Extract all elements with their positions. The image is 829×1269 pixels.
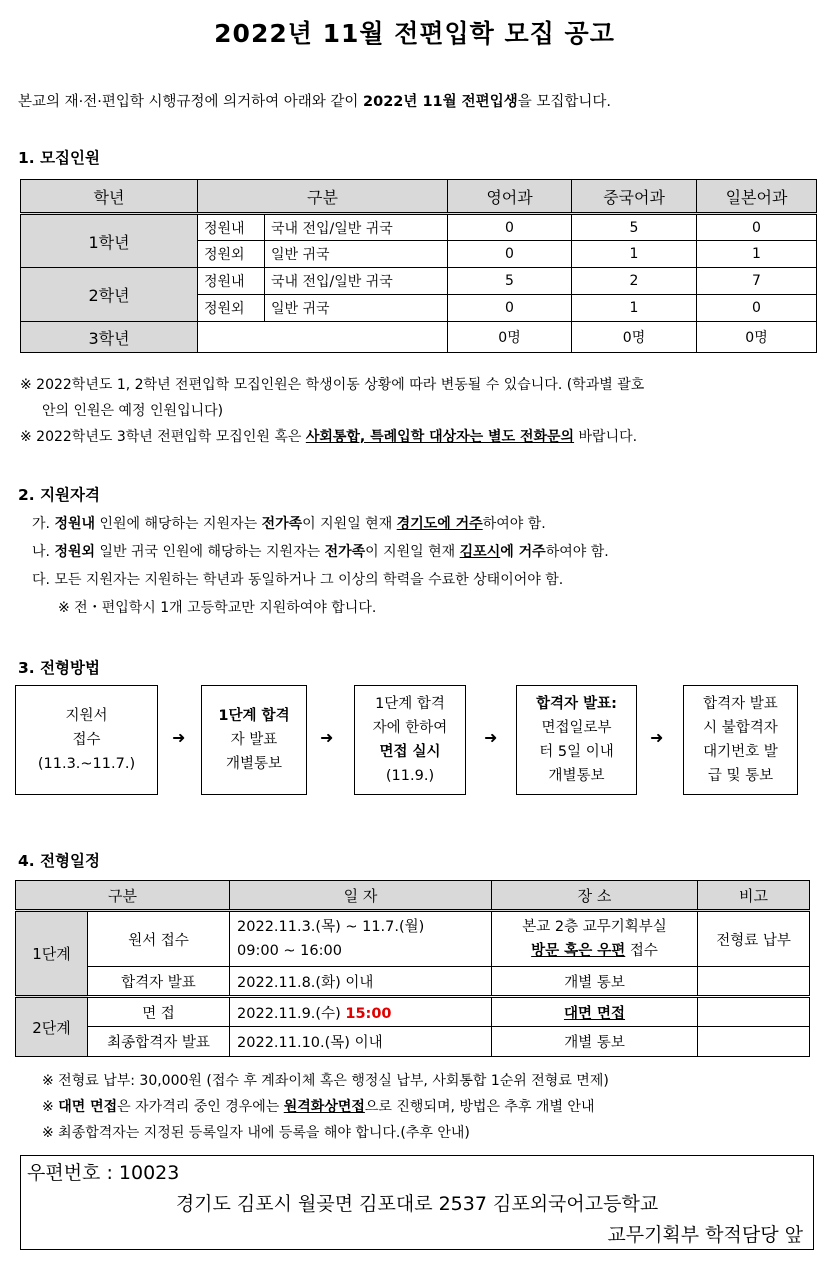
grade-cell: 2학년 xyxy=(21,268,198,322)
value-cell: 7 xyxy=(697,268,817,295)
item-cell: 원서 접수 xyxy=(88,911,230,967)
remark-cell xyxy=(698,1027,810,1057)
remark-cell xyxy=(698,967,810,997)
header-date: 일 자 xyxy=(230,881,492,911)
place-cell: 개별 통보 xyxy=(492,1027,698,1057)
table-row xyxy=(16,1027,810,1057)
process-step-2: 1단계 합격 자 발표 개별통보 xyxy=(201,685,307,795)
schedule-note-1: ※ 전형료 납부: 30,000원 (접수 후 계좌이체 혹은 행정실 납부, 사회통합 1순위 전형료 면제) xyxy=(42,1073,609,1089)
stage-cell: 1단계 xyxy=(16,911,88,997)
type-cell: 국내 전입/일반 귀국 xyxy=(265,214,448,241)
value-cell: 1 xyxy=(572,241,697,268)
schedule-table xyxy=(15,880,810,1057)
section-process-heading: 3. 전형방법 xyxy=(18,659,100,677)
place-cell: 개별 통보 xyxy=(492,967,698,997)
recruit-note-1-cont: 안의 인원은 예정 인원입니다) xyxy=(42,403,224,419)
qualification-b: 나. 정원외 일반 귀국 인원에 해당하는 지원자는 전가족이 지원일 현재 김포시에 거주하여야 함. xyxy=(32,544,609,560)
table-row xyxy=(16,967,810,997)
value-cell: 1 xyxy=(697,241,817,268)
mailing-address-box xyxy=(20,1155,814,1250)
header-remark: 비고 xyxy=(698,881,810,911)
section-qualification-heading: 2. 지원자격 xyxy=(18,486,100,504)
value-cell: 0명 xyxy=(697,322,817,353)
table-row xyxy=(21,268,817,295)
header-place: 장 소 xyxy=(492,881,698,911)
quota-cell: 정원외 xyxy=(198,295,265,322)
type-cell: 일반 귀국 xyxy=(265,241,448,268)
header-category: 구분 xyxy=(16,881,230,911)
qualification-c: 다. 모든 지원자는 지원하는 학년과 동일하거나 그 이상의 학력을 수료한 상태이어야 함. xyxy=(32,572,564,588)
arrow-icon: ➜ xyxy=(172,728,186,747)
stage-cell: 2단계 xyxy=(16,997,88,1057)
grade-cell: 1학년 xyxy=(21,214,198,268)
process-step-1: 지원서 접수 (11.3.~11.7.) xyxy=(15,685,158,795)
process-step-4: 합격자 발표: 면접일로부 터 5일 이내 개별통보 xyxy=(516,685,637,795)
value-cell: 0 xyxy=(697,214,817,241)
header-english: 영어과 xyxy=(448,180,572,214)
quota-cell: 정원외 xyxy=(198,241,265,268)
header-grade: 학년 xyxy=(21,180,198,214)
intro-text: 본교의 재·전·편입학 시행규정에 의거하여 아래와 같이 2022년 11월 전편입생을 모집합니다. xyxy=(18,94,611,110)
empty-cell xyxy=(198,322,448,353)
place-cell: 대면 면접 xyxy=(492,997,698,1027)
value-cell: 0 xyxy=(448,241,572,268)
value-cell: 5 xyxy=(572,214,697,241)
postal-code: 우편번호 : 10023 xyxy=(27,1162,180,1184)
date-cell: 2022.11.10.(목) 이내 xyxy=(230,1027,492,1057)
recipient: 교무기획부 학적담당 앞 xyxy=(607,1224,803,1246)
remark-cell xyxy=(698,997,810,1027)
header-category: 구분 xyxy=(198,180,448,214)
date-cell: 2022.11.8.(화) 이내 xyxy=(230,967,492,997)
header-japanese: 일본어과 xyxy=(697,180,817,214)
grade-cell: 3학년 xyxy=(21,322,198,353)
date-cell: 2022.11.9.(수) 15:00 xyxy=(230,997,492,1027)
quota-cell: 정원내 xyxy=(198,268,265,295)
place-cell: 본교 2층 교무기획부실 방문 혹은 우편 접수 xyxy=(492,911,698,967)
arrow-icon: ➜ xyxy=(320,728,334,747)
address: 경기도 김포시 월곶면 김포대로 2537 김포외국어고등학교 xyxy=(175,1193,659,1215)
quota-cell: 정원내 xyxy=(198,214,265,241)
value-cell: 0명 xyxy=(448,322,572,353)
value-cell: 0명 xyxy=(572,322,697,353)
value-cell: 0 xyxy=(448,214,572,241)
arrow-icon: ➜ xyxy=(650,728,664,747)
table-row xyxy=(16,911,810,967)
qualification-d: ※ 전・편입학시 1개 고등학교만 지원하여야 합니다. xyxy=(58,600,377,616)
value-cell: 1 xyxy=(572,295,697,322)
page-title: 2022년 11월 전편입학 모집 공고 xyxy=(214,19,615,48)
item-cell: 합격자 발표 xyxy=(88,967,230,997)
header-chinese: 중국어과 xyxy=(572,180,697,214)
value-cell: 2 xyxy=(572,268,697,295)
date-cell: 2022.11.3.(목) ~ 11.7.(월) 09:00 ~ 16:00 xyxy=(230,911,492,967)
item-cell: 최종합격자 발표 xyxy=(88,1027,230,1057)
schedule-note-2: ※ 대면 면접은 자가격리 중인 경우에는 원격화상면접으로 진행되며, 방법은 추후 개별 안내 xyxy=(42,1099,595,1115)
table-row xyxy=(16,997,810,1027)
arrow-icon: ➜ xyxy=(484,728,498,747)
process-step-3: 1단계 합격 자에 한하여 면접 실시 (11.9.) xyxy=(354,685,466,795)
schedule-note-3: ※ 최종합격자는 지정된 등록일자 내에 등록을 해야 합니다.(추후 안내) xyxy=(42,1125,470,1141)
section-recruit-heading: 1. 모집인원 xyxy=(18,149,100,167)
recruit-note-1: ※ 2022학년도 1, 2학년 전편입학 모집인원은 학생이동 상황에 따라 변동될 수 있습니다. (학과별 괄호 xyxy=(20,377,645,393)
table-row xyxy=(21,214,817,241)
remark-cell: 전형료 납부 xyxy=(698,911,810,967)
section-schedule-heading: 4. 전형일정 xyxy=(18,852,100,870)
value-cell: 0 xyxy=(448,295,572,322)
process-step-5: 합격자 발표 시 불합격자 대기번호 발 급 및 통보 xyxy=(683,685,798,795)
item-cell: 면 접 xyxy=(88,997,230,1027)
table-row xyxy=(21,322,817,353)
value-cell: 5 xyxy=(448,268,572,295)
value-cell: 0 xyxy=(697,295,817,322)
recruit-note-2: ※ 2022학년도 3학년 전편입학 모집인원 혹은 사회통합, 특례입학 대상자는 별도 전화문의 바랍니다. xyxy=(20,429,638,445)
type-cell: 일반 귀국 xyxy=(265,295,448,322)
type-cell: 국내 전입/일반 귀국 xyxy=(265,268,448,295)
recruit-table xyxy=(20,179,817,353)
qualification-a: 가. 정원내 인원에 해당하는 지원자는 전가족이 지원일 현재 경기도에 거주하여야 함. xyxy=(32,516,546,532)
